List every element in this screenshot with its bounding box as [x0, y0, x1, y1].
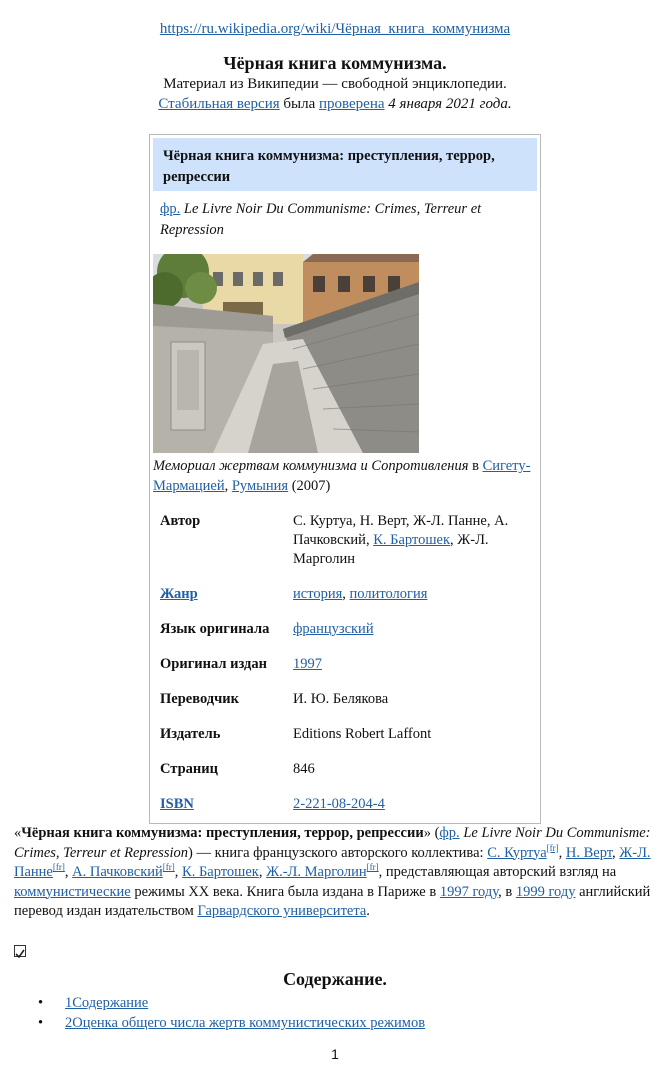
- photo-caption: [153, 456, 533, 496]
- author-link-bartosek[interactable]: К. Бартошек: [182, 864, 259, 880]
- lead-text-5: английский перевод издан издательством: [14, 883, 651, 919]
- page-title: Чёрная книга коммунизма.: [223, 53, 447, 73]
- author-link-courtois[interactable]: С. Куртуа: [487, 844, 547, 861]
- stable-mid-text: была: [279, 96, 319, 112]
- row-genre-key[interactable]: Жанр: [160, 586, 198, 602]
- toc-item: [36, 1013, 425, 1033]
- lead-text-1: ) — книга французского авторского коллектива:: [188, 844, 488, 861]
- row-author-key: Автор: [160, 513, 201, 529]
- infobox-original-title: [160, 199, 530, 241]
- author-link-panne[interactable]: Ж-Л. Панне: [14, 844, 651, 880]
- row-author-value: [293, 512, 533, 569]
- fr-link-paczkowski[interactable]: [fr]: [162, 862, 175, 873]
- row-pages-key: Страниц: [160, 761, 218, 777]
- author-text-2: , Ж-Л. Марголин: [293, 532, 489, 567]
- lead-comma: ,: [258, 864, 267, 880]
- toc-list: [36, 993, 425, 1033]
- row-publisher-key: Издатель: [160, 726, 221, 742]
- lead-paragraph: [14, 824, 659, 922]
- link-harvard[interactable]: Гарвардского университета: [197, 903, 367, 919]
- checkmark-icon: [15, 949, 25, 959]
- lead-bold-title: Чёрная книга коммунизма: преступления, террор, репрессии: [21, 825, 424, 841]
- genre-sep: ,: [342, 586, 350, 602]
- lead-comma: ,: [64, 864, 73, 880]
- lead-text-3: режимы XX века. Книга была издана в Париже в: [130, 883, 440, 900]
- page-url[interactable]: [0, 21, 670, 38]
- orig-lang-link[interactable]: фр.: [160, 201, 181, 217]
- author-text-1: С. Куртуа, Н. Верт, Ж-Л. Панне, А. Пачковский,: [293, 513, 509, 548]
- caption-in: в: [468, 458, 483, 474]
- row-genre-value: [293, 585, 533, 604]
- page-subtitle: Материал из Википедии — свободной энциклопедии.: [163, 76, 507, 92]
- fr-link-panne[interactable]: [fr]: [52, 862, 65, 873]
- stable-version-link[interactable]: Стабильная версия: [158, 96, 280, 112]
- row-published-value[interactable]: 1997: [293, 656, 322, 672]
- caption-sep: ,: [224, 478, 232, 494]
- page-number: 1: [331, 1046, 339, 1062]
- caption-link-sighet[interactable]: Сигету-Мармацией: [153, 458, 531, 494]
- lead-comma: ,: [558, 844, 566, 861]
- author-link-paczkowski[interactable]: А. Пачковский: [72, 864, 163, 880]
- lead-lang-link[interactable]: фр.: [439, 825, 460, 841]
- checked-link[interactable]: проверена: [319, 96, 385, 112]
- lead-orig-title: Le Livre Noir Du Communisme: Crimes, Terreur et Repression: [14, 825, 651, 861]
- stable-version-line: [0, 96, 670, 113]
- genre-link-history[interactable]: история: [293, 586, 343, 602]
- toc-link-victims[interactable]: 2Оценка общего числа жертв коммунистических режимов: [65, 1015, 426, 1031]
- toc-title: Содержание.: [283, 969, 387, 989]
- author-link-werth[interactable]: Н. Верт: [565, 844, 613, 861]
- infobox-heading: Чёрная книга коммунизма: преступления, террор, репрессии: [153, 138, 537, 191]
- toc-item: [36, 993, 425, 1013]
- link-1997[interactable]: 1997 году: [439, 883, 499, 900]
- row-translator-value: И. Ю. Белякова: [293, 691, 389, 707]
- toc-link-contents[interactable]: 1Содержание: [65, 995, 149, 1011]
- link-1999[interactable]: 1999 году: [515, 883, 576, 900]
- caption-text: Мемориал жертвам коммунизма и Сопротивления: [153, 458, 469, 474]
- checked-checkbox[interactable]: [14, 945, 26, 957]
- author-link-margolin[interactable]: Ж.-Л. Марголин: [266, 864, 367, 880]
- lead-comma: ,: [174, 864, 183, 880]
- lead-quote-open: «: [14, 825, 22, 841]
- lead-comma: ,: [612, 844, 620, 861]
- orig-title-text: Le Livre Noir Du Communisme: Crimes, Terreur et Repression: [160, 201, 482, 238]
- row-language-key: Язык оригинала: [160, 621, 270, 637]
- row-translator-key: Переводчик: [160, 691, 239, 707]
- lead-text-4: , в: [498, 883, 516, 900]
- fr-link-margolin[interactable]: [fr]: [366, 862, 379, 873]
- row-pages-value: 846: [293, 761, 315, 777]
- caption-year: (2007): [288, 478, 331, 494]
- row-published-key: Оригинал издан: [160, 656, 267, 672]
- lead-quote-close: » (: [423, 825, 440, 841]
- row-isbn-key[interactable]: ISBN: [160, 796, 194, 812]
- author-link-bartoshek[interactable]: К. Бартошек: [373, 532, 450, 548]
- row-publisher-value: Editions Robert Laffont: [293, 726, 432, 742]
- row-author: [160, 512, 532, 572]
- fr-link-courtois[interactable]: [fr]: [546, 842, 559, 853]
- link-communist[interactable]: коммунистические: [14, 883, 131, 900]
- row-isbn-value[interactable]: 2-221-08-204-4: [293, 796, 385, 812]
- checked-date: 4 января 2021 года.: [384, 96, 512, 112]
- lead-text-6: .: [366, 903, 370, 919]
- caption-link-romania[interactable]: Румыния: [231, 478, 289, 494]
- row-language-value[interactable]: французский: [293, 621, 374, 637]
- infobox: [149, 134, 541, 824]
- memorial-photo-image: [153, 254, 419, 453]
- page-url-link[interactable]: https://ru.wikipedia.org/wiki/Чёрная_книга_коммунизма: [159, 21, 511, 37]
- lead-text-2: , представляющая авторский взгляд на: [378, 864, 617, 880]
- memorial-photo[interactable]: [153, 254, 419, 453]
- genre-link-politology[interactable]: политология: [349, 586, 428, 602]
